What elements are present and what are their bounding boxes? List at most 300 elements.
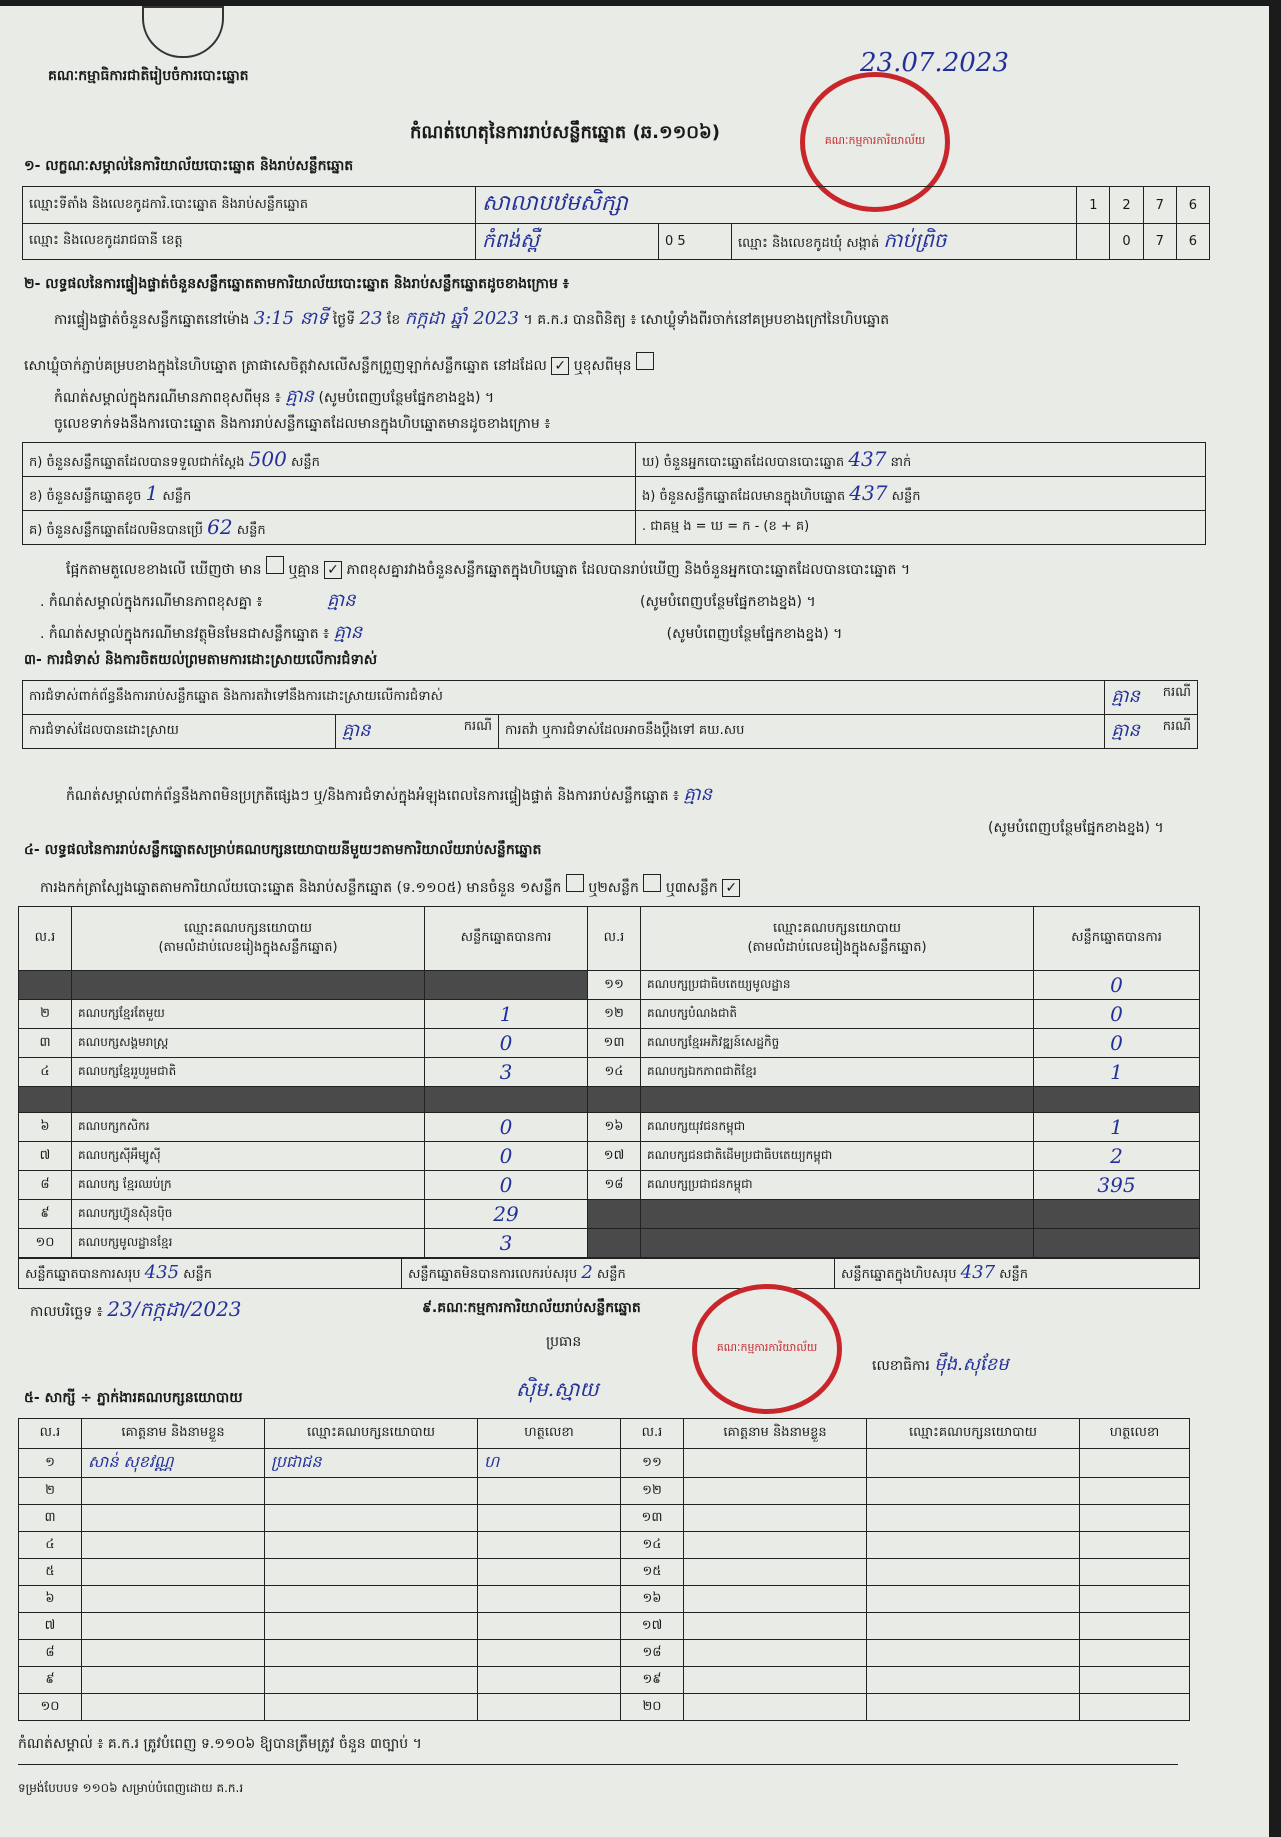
right-name-cell: គណបក្សប្រជាធិបតេយ្យមូលដ្ឋាន — [641, 971, 1034, 1000]
diff-note-label: . កំណត់សម្គាល់ក្នុងករណីមានភាពខុសគ្នា ៖ — [40, 594, 263, 610]
witness-name — [82, 1694, 265, 1721]
w-col-sign-right: ហត្ថលេខា — [1080, 1419, 1190, 1449]
witness-row — [19, 1640, 1190, 1667]
witness-party-right — [867, 1694, 1080, 1721]
witness-name — [82, 1640, 265, 1667]
commune-code-1: 0 — [1110, 224, 1143, 260]
witness-signature-right — [1080, 1449, 1190, 1478]
object-note-hint: (សូមបំពេញបន្ថែមផ្នែកខាងខ្នង) ។ — [666, 626, 843, 642]
witness-signature — [478, 1559, 621, 1586]
col-party-left-title: ឈ្មោះគណបក្សនយោបាយ — [184, 920, 312, 936]
witness-row — [19, 1694, 1190, 1721]
totals-table — [18, 1258, 1200, 1289]
left-no-cell: ៣ — [19, 1029, 72, 1058]
witness-name-right — [684, 1586, 867, 1613]
right-votes-cell: 0 — [1034, 1029, 1200, 1058]
right-name-cell: គណបក្សខ្មែរអភិវឌ្ឍន៍សេដ្ឋកិច្ច — [641, 1029, 1034, 1058]
w-col-name-right: គោត្តនាម និងនាមខ្លួន — [684, 1419, 867, 1449]
province-label: ឈ្មោះ និងលេខកូដរាជធានី ខេត្ត — [23, 224, 476, 260]
witness-signature: ហ — [478, 1449, 621, 1478]
objection-resolved-unit: ករណី — [463, 719, 492, 734]
witness-no-right: ១៧ — [621, 1613, 684, 1640]
difference-note-line — [54, 384, 494, 411]
witness-party-right — [867, 1505, 1080, 1532]
witness-party — [265, 1586, 478, 1613]
right-no-cell: ១១ — [588, 971, 641, 1000]
witness-no-right: ១៨ — [621, 1640, 684, 1667]
witness-party — [265, 1559, 478, 1586]
witness-table — [18, 1418, 1190, 1721]
committee-label: ៩.គណៈកម្មការការិយាល័យរាប់សន្លឹកឆ្នោត — [422, 1300, 641, 1316]
received-row — [23, 443, 636, 477]
verify-text-end: ។ គ.ក.រ បានពិនិត្យ ៖ សោឃ្លុំទាំងពីរចាក់នៅគម្របខាងក្រៅនៃហិបឆ្នោត — [523, 312, 890, 328]
verify-month: កក្កដា ឆ្នាំ 2023 — [404, 308, 520, 329]
verify-day: 23 — [359, 308, 383, 329]
left-no-cell: ២ — [19, 1000, 72, 1029]
irregularity-note — [66, 782, 1216, 809]
in-box-label: ង) ចំនួនសន្លឹកឆ្នោតដែលមានក្នុងហិបឆ្នោត — [642, 488, 846, 504]
sheet-count-line — [40, 874, 740, 899]
commune-value: កាប់ព្រិច — [883, 227, 947, 252]
right-no-cell: ១៣ — [588, 1029, 641, 1058]
site-code-3: 7 — [1143, 187, 1176, 224]
objection-related-count: គ្មាន — [1111, 686, 1140, 707]
commune-code-blank — [1077, 224, 1110, 260]
left-name-cell: គណបក្សស៊ីអឹម្បូស៊ី — [72, 1142, 425, 1171]
right-no-cell — [588, 1200, 641, 1229]
total-valid-unit: សន្លឹក — [183, 1267, 213, 1282]
witness-no: ៦ — [19, 1586, 82, 1613]
in-box-row — [636, 477, 1206, 511]
objection-appeal: ការតវ៉ា ឬការជំទាស់ដែលអាចនឹងប្តឹងទៅ គឃ.សប — [499, 715, 1105, 749]
witness-no-right: ១៣ — [621, 1505, 684, 1532]
table-row — [19, 1229, 1200, 1258]
table-row — [19, 1200, 1200, 1229]
voters-unit: នាក់ — [890, 454, 912, 470]
witness-no-right: ១២ — [621, 1478, 684, 1505]
site-label: ឈ្មោះទីតាំង និងលេខកូដការិ.បោះឆ្នោត និងរាប់សន្លឹកឆ្នោត — [23, 187, 476, 224]
left-no-cell: ៦ — [19, 1113, 72, 1142]
received-value: 500 — [248, 446, 287, 471]
total-invalid-unit: សន្លឹក — [596, 1267, 626, 1282]
witness-no: ៨ — [19, 1640, 82, 1667]
left-name-cell: គណបក្សខ្មែរតែមួយ — [72, 1000, 425, 1029]
witness-name — [82, 1559, 265, 1586]
left-name-cell: គណបក្សមូលដ្ឋានខ្មែរ — [72, 1229, 425, 1258]
witness-row — [19, 1532, 1190, 1559]
right-name-cell: គណបក្សប្រជាជនកម្ពុជា — [641, 1171, 1034, 1200]
seal-text: គណៈកម្មការការិយាល័យ — [824, 134, 926, 147]
unused-label: គ) ចំនួនសន្លឹកឆ្នោតដែលមិនបានប្រើ — [29, 522, 203, 538]
witness-no: ៣ — [19, 1505, 82, 1532]
secretary-label: លេខាធិការ — [872, 1358, 930, 1374]
right-no-cell: ១៨ — [588, 1171, 641, 1200]
discrepancy-line — [66, 556, 1206, 581]
province-code-1: 0 — [665, 234, 674, 249]
footer-divider — [18, 1764, 1178, 1765]
chair-label: ប្រធាន — [546, 1334, 582, 1350]
objection-table — [22, 680, 1198, 749]
left-votes-cell: 0 — [425, 1171, 588, 1200]
witness-name — [82, 1478, 265, 1505]
ballot-figures-table — [22, 442, 1206, 545]
section3-heading: ៣- ការជំទាស់ និងការចិតយល់ព្រមតាមការដោះស្រាយលើការជំទាស់ — [24, 652, 378, 668]
unused-row — [23, 511, 636, 545]
voters-value: 437 — [848, 446, 887, 471]
col-no-left: ល.រ — [19, 907, 72, 971]
witness-name — [82, 1532, 265, 1559]
right-no-cell: ១២ — [588, 1000, 641, 1029]
table-row — [19, 1113, 1200, 1142]
section5-heading: ៥- សាក្សី ÷ ភ្នាក់ងារគណបក្សនយោបាយ — [24, 1390, 243, 1406]
left-votes-cell: 29 — [425, 1200, 588, 1229]
witness-name-right — [684, 1694, 867, 1721]
objection-appeal-unit: ករណី — [1162, 719, 1191, 734]
witness-name — [82, 1613, 265, 1640]
table-row — [19, 1142, 1200, 1171]
witness-signature — [478, 1667, 621, 1694]
left-name-cell: គណបក្ស ខ្មែរឈប់ក្រ — [72, 1171, 425, 1200]
in-box-value: 437 — [849, 480, 888, 505]
witness-name-right — [684, 1640, 867, 1667]
right-name-cell: គណបក្សបំណងជាតិ — [641, 1000, 1034, 1029]
left-name-cell — [72, 971, 425, 1000]
witness-party-right — [867, 1667, 1080, 1694]
witness-row — [19, 1449, 1190, 1478]
witness-signature — [478, 1613, 621, 1640]
witness-signature-right — [1080, 1532, 1190, 1559]
witness-signature — [478, 1640, 621, 1667]
col-party-left — [72, 907, 425, 971]
province-code-2: 5 — [677, 234, 686, 249]
right-no-cell: ១៤ — [588, 1058, 641, 1087]
object-note-label: . កំណត់សម្គាល់ក្នុងករណីមានវត្ថុមិនមែនជាសន្លឹកឆ្នោត ៖ — [40, 626, 330, 642]
diff-note-line — [40, 588, 816, 615]
witness-party — [265, 1667, 478, 1694]
site-value: សាលាបឋមសិក្សា — [476, 187, 1077, 224]
witness-party — [265, 1613, 478, 1640]
site-code-4: 6 — [1176, 187, 1209, 224]
witness-party-right — [867, 1640, 1080, 1667]
left-no-cell: ៧ — [19, 1142, 72, 1171]
objection-related: ការជំទាស់ពាក់ព័ន្ធនឹងការរាប់សន្លឹកឆ្នោត និងការតវ៉ាទៅនឹងការដោះស្រាយលើការជំទាស់ — [23, 681, 1105, 715]
in-box-unit: សន្លឹក — [891, 488, 921, 504]
received-label: ក) ចំនួនសន្លឹកឆ្នោតដែលបានទទួលជាក់ស្តែង — [29, 454, 245, 470]
table-row — [19, 1058, 1200, 1087]
section2-heading: ២- លទ្ធផលនៃការផ្ទៀងផ្ទាត់ចំនួនសន្លឹកឆ្នោតតាមការិយាល័យបោះឆ្នោត និងរាប់សន្លឹកឆ្នោតដូចខាងក្រោម ៖ — [24, 276, 569, 292]
irregularity-hint: (សូមបំពេញបន្ថែមផ្នែកខាងខ្នង) ។ — [988, 820, 1164, 836]
date-label: កាលបរិច្ឆេទ ៖ — [30, 1304, 103, 1320]
witness-name-right — [684, 1505, 867, 1532]
witness-party-right — [867, 1478, 1080, 1505]
total-valid-value: 435 — [144, 1262, 180, 1283]
table-row — [19, 1000, 1200, 1029]
witness-no-right: ១៩ — [621, 1667, 684, 1694]
total-box — [835, 1259, 1200, 1289]
objection-resolved: ការជំទាស់ដែលបានដោះស្រាយ — [23, 715, 336, 749]
col-party-right-title: ឈ្មោះគណបក្សនយោបាយ — [773, 920, 901, 936]
objection-appeal-value — [1105, 715, 1198, 749]
results-body — [19, 971, 1200, 1258]
right-name-cell: គណបក្សជនជាតិដើមប្រជាធិបតេយ្យកម្ពុជា — [641, 1142, 1034, 1171]
right-no-cell — [588, 1087, 641, 1113]
witness-no-right: ១៤ — [621, 1532, 684, 1559]
left-name-cell: គណបក្សកសិករ — [72, 1113, 425, 1142]
red-seal-bottom — [692, 1284, 842, 1414]
three-sheet-label: ឬ៣សន្លឹក — [665, 880, 718, 896]
chair-name: ស៊ិម.ស្មាយ — [516, 1377, 599, 1401]
three-sheet-checkbox[interactable]: ✓ — [722, 879, 740, 897]
results-table — [18, 906, 1200, 1258]
discrepancy-text: ភាពខុសគ្នារវាងចំនួនសន្លឹកឆ្នោតក្នុងហិបឆ្នោត ដែលបានរាប់ឃើញ និងចំនួនអ្នកបោះឆ្នោតដែលបានបោះឆ្នោត ។ — [346, 562, 911, 578]
spoiled-unit: សន្លឹក — [162, 488, 192, 504]
spoiled-row — [23, 477, 636, 511]
right-name-cell — [641, 1087, 1034, 1113]
section1-table — [22, 186, 1210, 260]
irregularity-value: គ្មាន — [683, 784, 713, 805]
left-no-cell: ១០ — [19, 1229, 72, 1258]
witness-no: ១ — [19, 1449, 82, 1478]
witness-name-right — [684, 1667, 867, 1694]
right-no-cell: ១៧ — [588, 1142, 641, 1171]
commune-label: ឈ្មោះ និងលេខកូដឃុំ សង្កាត់ — [738, 235, 880, 251]
witness-row — [19, 1667, 1190, 1694]
witness-name-right — [684, 1613, 867, 1640]
col-party-left-sub: (តាមលំដាប់លេខរៀងក្នុងសន្លឹកឆ្នោត) — [158, 939, 338, 955]
witness-name-right — [684, 1559, 867, 1586]
changed-checkbox[interactable] — [636, 352, 654, 370]
one-sheet-checkbox[interactable] — [566, 874, 584, 892]
spoiled-value: 1 — [145, 480, 159, 505]
right-votes-cell: 395 — [1034, 1171, 1200, 1200]
left-no-cell: ៩ — [19, 1200, 72, 1229]
witness-signature-right — [1080, 1640, 1190, 1667]
footer-note: កំណត់សម្គាល់ ៖ គ.ក.រ ត្រូវបំពេញ ទ.១១០៦ ឱ្យបានត្រឹមត្រូវ ចំនួន ៣ច្បាប់ ។ — [18, 1736, 422, 1752]
secretary-line — [872, 1352, 1009, 1379]
left-votes-cell — [425, 971, 588, 1000]
witness-name: សាន់ សុខវណ្ណ — [82, 1449, 265, 1478]
left-votes-cell: 1 — [425, 1000, 588, 1029]
witness-signature-right — [1080, 1505, 1190, 1532]
col-no-right: ល.រ — [588, 907, 641, 971]
right-name-cell — [641, 1200, 1034, 1229]
witness-no: ១០ — [19, 1694, 82, 1721]
objection-appeal-count: គ្មាន — [1111, 720, 1140, 741]
witness-signature — [478, 1694, 621, 1721]
left-votes-cell — [425, 1087, 588, 1113]
witness-signature-right — [1080, 1667, 1190, 1694]
commune-code-3: 6 — [1176, 224, 1209, 260]
table-row — [19, 971, 1200, 1000]
difference-note-value: គ្មាន — [285, 386, 314, 407]
form-code: ទម្រង់បែបបទ ១១០៦ សម្រាប់បំពេញដោយ គ.ក.រ — [18, 1781, 244, 1795]
witness-signature-right — [1080, 1694, 1190, 1721]
witness-signature — [478, 1478, 621, 1505]
w-col-sign-left: ហត្ថលេខា — [478, 1419, 621, 1449]
site-code-2: 2 — [1110, 187, 1143, 224]
witness-party — [265, 1478, 478, 1505]
province-value: កំពង់ស្ពឺ — [476, 224, 659, 260]
changed-label: ឬខុសពីមុន — [573, 358, 632, 374]
diff-note-hint: (សូមបំពេញបន្ថែមផ្នែកខាងខ្នង) ។ — [640, 594, 816, 610]
national-emblem — [142, 6, 224, 58]
witness-signature — [478, 1586, 621, 1613]
total-valid-label: សន្លឹកឆ្នោតបានការសរុប — [25, 1267, 141, 1282]
irregularity-label: កំណត់សម្គាល់ពាក់ព័ន្ធនឹងភាពមិនប្រក្រតីផ្សេងៗ ឬ/និងការជំទាស់ក្នុងអំឡុងពេលនៃការផ្ទៀងផ្ទាត់ និងការរាប់សន្លឹកឆ្នោត ៖ — [66, 788, 680, 804]
formula-cell: . ជាគម្ម ង = ឃ = ក - (ខ + គ) — [636, 511, 1206, 545]
right-no-cell — [588, 1229, 641, 1258]
total-box-unit: សន្លឹក — [999, 1267, 1029, 1282]
witness-name — [82, 1586, 265, 1613]
witness-no-right: ២០ — [621, 1694, 684, 1721]
sheet-count-label: ការងកក់ត្រាស្បែងឆ្នោតតាមការិយាល័យបោះឆ្នោត និងរាប់សន្លឹកឆ្នោត (ទ.១១០៥) មានចំនួន ១សន្លឹក — [40, 880, 562, 896]
left-no-cell — [19, 971, 72, 1000]
witness-no-right: ១៦ — [621, 1586, 684, 1613]
witness-party — [265, 1640, 478, 1667]
witness-row — [19, 1613, 1190, 1640]
discrepancy-yes-label: ផ្អែកតាមតួលេខខាងលើ ឃើញថា មាន — [66, 562, 262, 578]
right-votes-cell — [1034, 1087, 1200, 1113]
org-name: គណៈកម្មាធិការជាតិរៀបចំការបោះឆ្នោត — [48, 68, 249, 84]
w-col-no-left: ល.រ — [19, 1419, 82, 1449]
right-name-cell — [641, 1229, 1034, 1258]
verify-time-label: ការផ្ទៀងផ្ទាត់ចំនួនសន្លឹកឆ្នោតនៅម៉ោង — [54, 312, 250, 328]
secretary-name: ម៉ឹង.សុខែម — [934, 1354, 1009, 1375]
witness-party-right — [867, 1449, 1080, 1478]
received-unit: សន្លឹក — [290, 454, 320, 470]
left-name-cell — [72, 1087, 425, 1113]
table-row — [19, 1171, 1200, 1200]
witness-row — [19, 1586, 1190, 1613]
witness-party — [265, 1694, 478, 1721]
diff-note-value: គ្មាន — [326, 590, 356, 611]
commune-code-2: 7 — [1143, 224, 1176, 260]
witness-no: ៥ — [19, 1559, 82, 1586]
witness-no: ៩ — [19, 1667, 82, 1694]
right-votes-cell: 1 — [1034, 1113, 1200, 1142]
left-no-cell: ៤ — [19, 1058, 72, 1087]
total-box-label: សន្លឹកឆ្នោតក្នុងហិបសរុប — [841, 1267, 957, 1282]
left-no-cell: ៨ — [19, 1171, 72, 1200]
left-votes-cell: 0 — [425, 1113, 588, 1142]
stamp-date: 23.07.2023 — [860, 48, 1009, 78]
voters-label: ឃ) ចំនួនអ្នកបោះឆ្នោតដែលបានបោះឆ្នោត — [642, 454, 845, 470]
seal-bottom-text: គណៈកម្មការការិយាល័យ — [716, 1341, 818, 1354]
witness-party-right — [867, 1586, 1080, 1613]
witness-name — [82, 1667, 265, 1694]
discrepancy-no-checkbox[interactable]: ✓ — [324, 561, 342, 579]
right-votes-cell: 2 — [1034, 1142, 1200, 1171]
total-valid — [19, 1259, 402, 1289]
witness-signature-right — [1080, 1613, 1190, 1640]
witness-party-right — [867, 1559, 1080, 1586]
verify-month-label: ខែ — [386, 312, 401, 328]
right-votes-cell: 1 — [1034, 1058, 1200, 1087]
witness-row — [19, 1505, 1190, 1532]
table-row — [19, 1029, 1200, 1058]
unused-value: 62 — [207, 514, 233, 539]
date-value: 23/កក្កដា/2023 — [107, 1297, 242, 1321]
w-col-party-left: ឈ្មោះគណបក្សនយោបាយ — [265, 1419, 478, 1449]
discrepancy-yes-checkbox[interactable] — [266, 556, 284, 574]
witness-party-right — [867, 1532, 1080, 1559]
discrepancy-no-label: ឬគ្មាន — [288, 562, 320, 578]
difference-note-hint: (សូមបំពេញបន្ថែមផ្នែកខាងខ្នង) ។ — [318, 390, 495, 406]
verification-line — [54, 306, 1214, 333]
province-code — [659, 224, 732, 260]
witness-party — [265, 1505, 478, 1532]
w-col-party-right: ឈ្មោះគណបក្សនយោបាយ — [867, 1419, 1080, 1449]
witness-signature-right — [1080, 1478, 1190, 1505]
witness-no-right: ១១ — [621, 1449, 684, 1478]
witness-no: ៤ — [19, 1532, 82, 1559]
col-votes-left: សន្លឹកឆ្នោតបានការ — [425, 907, 588, 971]
total-invalid-value: 2 — [581, 1262, 593, 1283]
witness-no-right: ១៥ — [621, 1559, 684, 1586]
witness-signature — [478, 1532, 621, 1559]
witness-name-right — [684, 1532, 867, 1559]
same-checkbox[interactable]: ✓ — [551, 357, 569, 375]
objection-related-value — [1105, 681, 1198, 715]
left-name-cell: គណបក្សសង្គមរាស្ត្រ — [72, 1029, 425, 1058]
left-name-cell: គណបក្សហ៊្វុនស៊ិនប៉ិច — [72, 1200, 425, 1229]
left-no-cell — [19, 1087, 72, 1113]
witness-no: ២ — [19, 1478, 82, 1505]
left-votes-cell: 3 — [425, 1058, 588, 1087]
right-name-cell: គណបក្សយុវជនកម្ពុជា — [641, 1113, 1034, 1142]
right-no-cell: ១៦ — [588, 1113, 641, 1142]
verify-time: 3:15 នាទី — [253, 308, 329, 329]
witness-signature-right — [1080, 1586, 1190, 1613]
spoiled-label: ខ) ចំនួនសន្លឹកឆ្នោតខូច — [29, 488, 142, 504]
scan-right-edge — [1269, 0, 1281, 1837]
right-name-cell: គណបក្សឯកភាពជាតិខ្មែរ — [641, 1058, 1034, 1087]
voters-row — [636, 443, 1206, 477]
witness-name-right — [684, 1449, 867, 1478]
right-votes-cell: 0 — [1034, 971, 1200, 1000]
two-sheet-checkbox[interactable] — [643, 874, 661, 892]
objection-resolved-value — [336, 715, 499, 749]
witness-name-right — [684, 1478, 867, 1505]
object-note-line — [40, 620, 842, 647]
col-party-right-sub: (តាមលំដាប់លេខរៀងក្នុងសន្លឹកឆ្នោត) — [747, 939, 927, 955]
objection-resolved-count: គ្មាន — [342, 720, 371, 741]
two-sheet-label: ឬ២សន្លឹក — [588, 880, 639, 896]
total-box-value: 437 — [960, 1262, 996, 1283]
lock-check-line — [24, 352, 654, 377]
objection-related-unit: ករណី — [1162, 685, 1191, 700]
unused-unit: សន្លឹក — [236, 522, 266, 538]
witness-no: ៧ — [19, 1613, 82, 1640]
w-col-no-right: ល.រ — [621, 1419, 684, 1449]
lock-check-text: សោឃ្លុំចាក់ភ្ជាប់គម្របខាងក្នុងនៃហិបឆ្នោត ត្រាផាសេចិត្តវាសលើសន្លឹកព្រួញឡាក់សន្លឹកឆ្នោត នៅដដែល — [24, 358, 547, 374]
right-votes-cell — [1034, 1229, 1200, 1258]
right-votes-cell — [1034, 1200, 1200, 1229]
w-col-name-left: គោត្តនាម និងនាមខ្លួន — [82, 1419, 265, 1449]
witness-party: ប្រជាជន — [265, 1449, 478, 1478]
witness-party — [265, 1532, 478, 1559]
col-party-right — [641, 907, 1034, 971]
difference-note-label: កំណត់សម្គាល់ក្នុងករណីមានភាពខុសពីមុន ៖ — [54, 390, 281, 406]
left-name-cell: គណបក្សខ្មែររួបរួមជាតិ — [72, 1058, 425, 1087]
witness-name — [82, 1505, 265, 1532]
witness-signature — [478, 1505, 621, 1532]
section4-heading: ៤- លទ្ធផលនៃការរាប់សន្លឹកឆ្នោតសម្រាប់គណបក្សនយោបាយនីមួយៗតាមការិយាល័យរាប់សន្លឹកឆ្នោត — [24, 842, 542, 858]
col-votes-right: សន្លឹកឆ្នោតបានការ — [1034, 907, 1200, 971]
section1-heading: ១- លក្ខណៈសម្គាល់នៃការិយាល័យបោះឆ្នោត និងរាប់សន្លឹកឆ្នោត — [24, 158, 354, 174]
verify-day-label: ថ្ងៃទី — [332, 312, 356, 328]
left-votes-cell: 3 — [425, 1229, 588, 1258]
